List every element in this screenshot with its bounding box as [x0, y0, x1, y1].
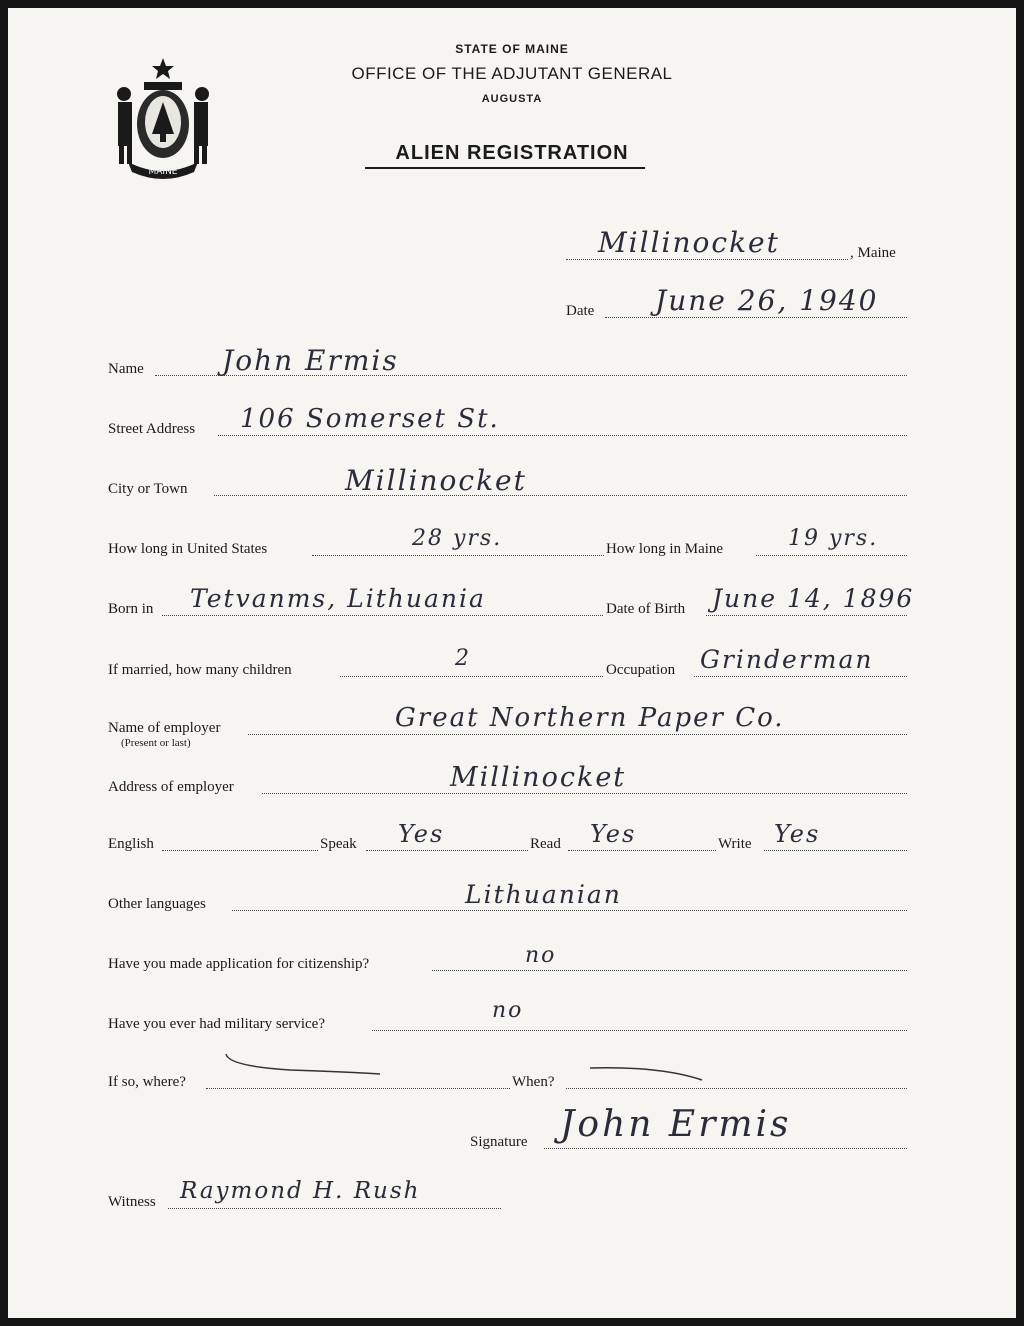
witness-label: Witness	[108, 1194, 156, 1210]
born-value: Tetvanms, Lithuania	[190, 584, 486, 613]
name-label: Name	[108, 361, 144, 377]
employer-value: Great Northern Paper Co.	[395, 703, 785, 733]
born-label: Born in	[108, 601, 154, 617]
form-title: ALIEN REGISTRATION	[395, 142, 629, 164]
city-value: Millinocket	[345, 464, 527, 497]
signature-label: Signature	[470, 1134, 528, 1150]
us-duration-value: 28 yrs.	[412, 526, 503, 551]
witness-value: Raymond H. Rush	[180, 1178, 421, 1204]
employer-address-value: Millinocket	[450, 762, 627, 793]
children-label: If married, how many children	[108, 662, 292, 678]
dob-label: Date of Birth	[606, 601, 686, 617]
maine-label: , Maine	[850, 245, 896, 261]
children-value: 2	[455, 646, 471, 671]
header-office: OFFICE OF THE ADJUTANT GENERAL	[351, 64, 673, 83]
other-languages-label: Other languages	[108, 896, 206, 912]
read-value: Yes	[590, 820, 637, 848]
read-label: Read	[530, 836, 561, 852]
write-label: Write	[718, 836, 752, 852]
signature-value: John Ermis	[560, 1104, 792, 1145]
dash-marks	[220, 1050, 710, 1090]
occupation-label: Occupation	[606, 662, 676, 678]
title-underline	[365, 167, 645, 169]
military-label: Have you ever had military service?	[108, 1016, 325, 1032]
citizenship-label: Have you made application for citizenship?	[108, 956, 370, 972]
military-value: no	[492, 998, 524, 1023]
speak-value: Yes	[398, 820, 445, 848]
street-value: 106 Somerset St.	[240, 404, 500, 434]
write-value: Yes	[774, 820, 821, 848]
other-languages-value: Lithuanian	[465, 880, 622, 909]
speak-label: Speak	[320, 836, 357, 852]
maine-duration-value: 19 yrs.	[788, 526, 879, 551]
where-label: If so, where?	[108, 1074, 186, 1090]
city-label: City or Town	[108, 481, 188, 497]
name-value: John Ermis	[222, 344, 399, 377]
english-label: English	[108, 836, 154, 852]
citizenship-value: no	[525, 943, 557, 968]
header-state: STATE OF MAINE	[455, 42, 569, 56]
svg-text:MAINE: MAINE	[148, 167, 178, 177]
date-value: June 26, 1940	[655, 284, 879, 317]
employer-label: Name of employer	[108, 720, 221, 736]
street-label: Street Address	[108, 421, 196, 437]
occupation-value: Grinderman	[700, 645, 874, 674]
dob-value: June 14, 1896	[712, 584, 915, 613]
place-value: Millinocket	[598, 226, 780, 259]
employer-note: (Present or last)	[121, 737, 191, 749]
date-label: Date	[566, 303, 595, 319]
maine-duration-label: How long in Maine	[606, 541, 724, 557]
header-city: AUGUSTA	[481, 93, 543, 105]
when-label: When?	[512, 1074, 555, 1090]
us-duration-label: How long in United States	[108, 541, 268, 557]
employer-address-label: Address of employer	[108, 779, 234, 795]
